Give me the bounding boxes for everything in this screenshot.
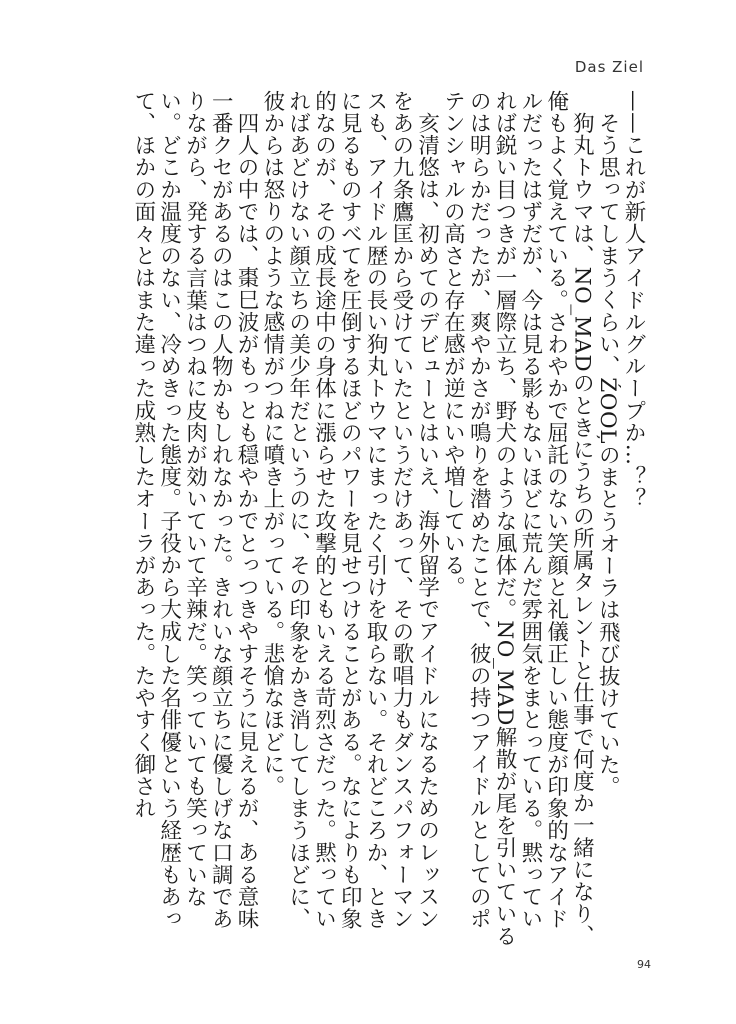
body-text: [66, 90, 646, 950]
paragraph-2: そう思ってしまうくらい、ŹOOĻのまとうオーラは飛び抜けていた。: [595, 111, 621, 798]
running-title: Das Ziel: [574, 58, 644, 76]
paragraph-3: 狗丸トウマは、NO_MADのときにうちの所属タレントと仕事で何度か一緒になり、俺もよく覚えている。さわやかで屈託のない笑顔と礼儀正しい態度が印象的なアイドルだったはずだが、今は見る影もないほどに荒んだ雰囲気をまとっている。黙っていれば鋭い目つきが一層際立ち、野犬のような風体だ。NO_MAD解散が尾を引いているのは明らかだったが、爽やかさが鳴りを潜めたことで、彼の持つアイドルとしてのポテンシャルの高さと存在感が逆にいや増している。: [440, 90, 595, 947]
paragraph-4: 亥清悠は、初めてのデビューとはいえ、海外留学でアイドルになるためのレッスンをあの九条鷹匡から受けていたというだけあって、その歌唱力もダンスパフォーマンスも、アイドル歴の長い狗丸トウマにまったく引けを取らない。それどころか、ときに見るものすべてを圧倒するほどのパワーを見せつけることがある。なによりも印象的なのが、その成長途中の身体に漲らせた攻撃的ともいえる苛烈さだった。黙っていればあどけない顔立ちの美少年だというのに、その印象をかき消してしまうほどに、彼からは怒りのような感情がつねに噴き上がっている。悲愴なほどに。: [259, 90, 440, 930]
paragraph-5: 四人の中では、棗巳波がもっとも穏やかでとっつきやすそうに見えるが、ある意味一番クセがあるのはこの人物かもしれなかった。きれいな顔立ちに優しげな口調でありながら、発する言葉はつねに皮肉が効いていて辛辣だ。笑っていても笑っていない。どこか温度のない、冷めきった態度。子役から大成した名俳優という経歴もあって、ほかの面々とはまた違った成熟したオーラがあった。たやすく御され: [130, 90, 260, 930]
page-number: 94: [637, 958, 651, 971]
paragraph-1: ——これが新人アイドルグループか…？？: [621, 90, 646, 510]
